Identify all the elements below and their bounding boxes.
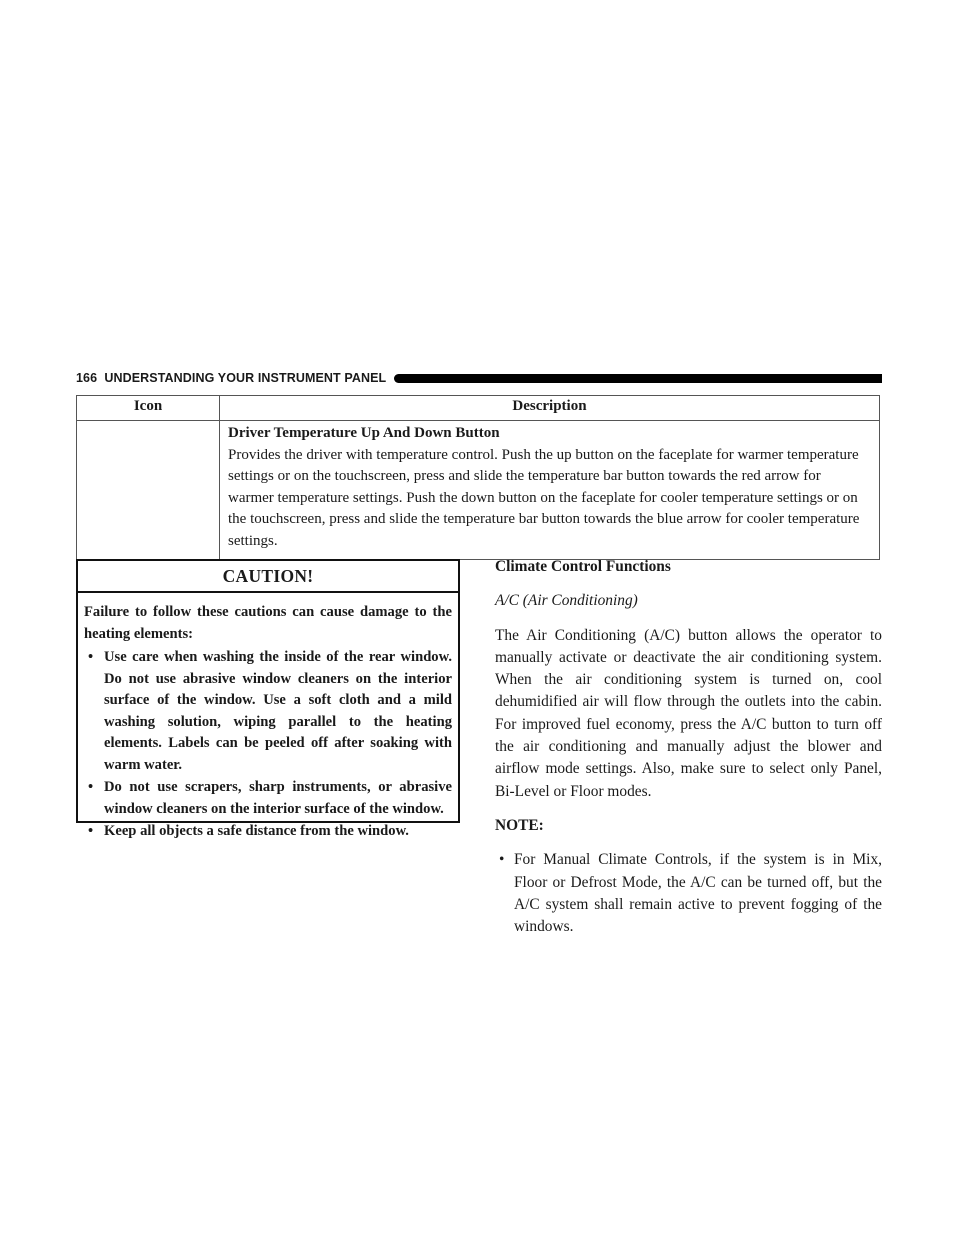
caution-body [78, 593, 458, 843]
table-header-row [77, 396, 880, 421]
caution-item [84, 777, 452, 820]
caution-intro: Failure to follow these cautions can cause damage to the heating elements: [84, 604, 452, 642]
caution-item-text: Use care when washing the inside of the rear window. Do not use abrasive window cleaners on the interior surface of the window. Use a soft cloth and a mild washing solution, wiping parallel to the heating elements. Labels can be peeled off after soaking with warm water. [104, 649, 452, 773]
caution-item-text: Keep all objects a safe distance from the window. [104, 823, 409, 839]
row-title: Driver Temperature Up And Down Button [228, 425, 500, 441]
caution-title: CAUTION! [78, 561, 458, 593]
caution-item [84, 821, 452, 843]
table-cell-description [220, 421, 880, 560]
table-row [77, 421, 880, 560]
caution-box [76, 559, 460, 839]
note-label: NOTE: [495, 816, 544, 834]
icon-description-table [76, 395, 880, 560]
note-item-text: For Manual Climate Controls, if the system is in Mix, Floor or Defrost Mode, the A/C can be turned off, but the A/C system shall remain active to prevent fogging of the windows. [514, 851, 882, 936]
section-title: UNDERSTANDING YOUR INSTRUMENT PANEL [104, 371, 387, 385]
ac-paragraph: The Air Conditioning (A/C) button allows the operator to manually activate or deactivate the air conditioning system. When the air conditioning system is turned on, cool dehumidified air will flow through the outlets into the cabin. For improved fuel economy, press the A/C button to turn off the air conditioning and manually adjust the blower and airflow mode settings. Also, make sure to select only Panel, Bi-Level or Floor modes. [495, 626, 882, 800]
page-header [76, 370, 882, 386]
note-item [495, 849, 882, 938]
page-number: 166 [76, 371, 98, 385]
bullet-icon: • [88, 823, 94, 839]
climate-section [495, 556, 882, 938]
section-heading: Climate Control Functions [495, 558, 671, 575]
section-subheading: A/C (Air Conditioning) [495, 592, 638, 610]
page-header-text [76, 371, 394, 385]
column-header-icon: Icon [77, 396, 220, 421]
column-header-description: Description [220, 396, 880, 421]
table-cell-icon [77, 421, 220, 560]
row-text: Provides the driver with temperature control. Push the up button on the faceplate for warmer temperature settings or on the touchscreen, press and slide the temperature bar button towards the red arrow for warmer temperature settings. Push the down button on the faceplate for cooler temperature settings or on the touchscreen, press and slide the temperature bar button towards the blue arrow for cooler temperature settings. [228, 446, 860, 549]
header-rule [394, 374, 882, 383]
caution-item [84, 647, 452, 776]
bullet-icon: • [88, 649, 94, 665]
bullet-icon: • [499, 851, 505, 869]
bullet-icon: • [88, 779, 94, 795]
caution-item-text: Do not use scrapers, sharp instruments, or abrasive window cleaners on the interior surface of the window. [104, 779, 452, 817]
